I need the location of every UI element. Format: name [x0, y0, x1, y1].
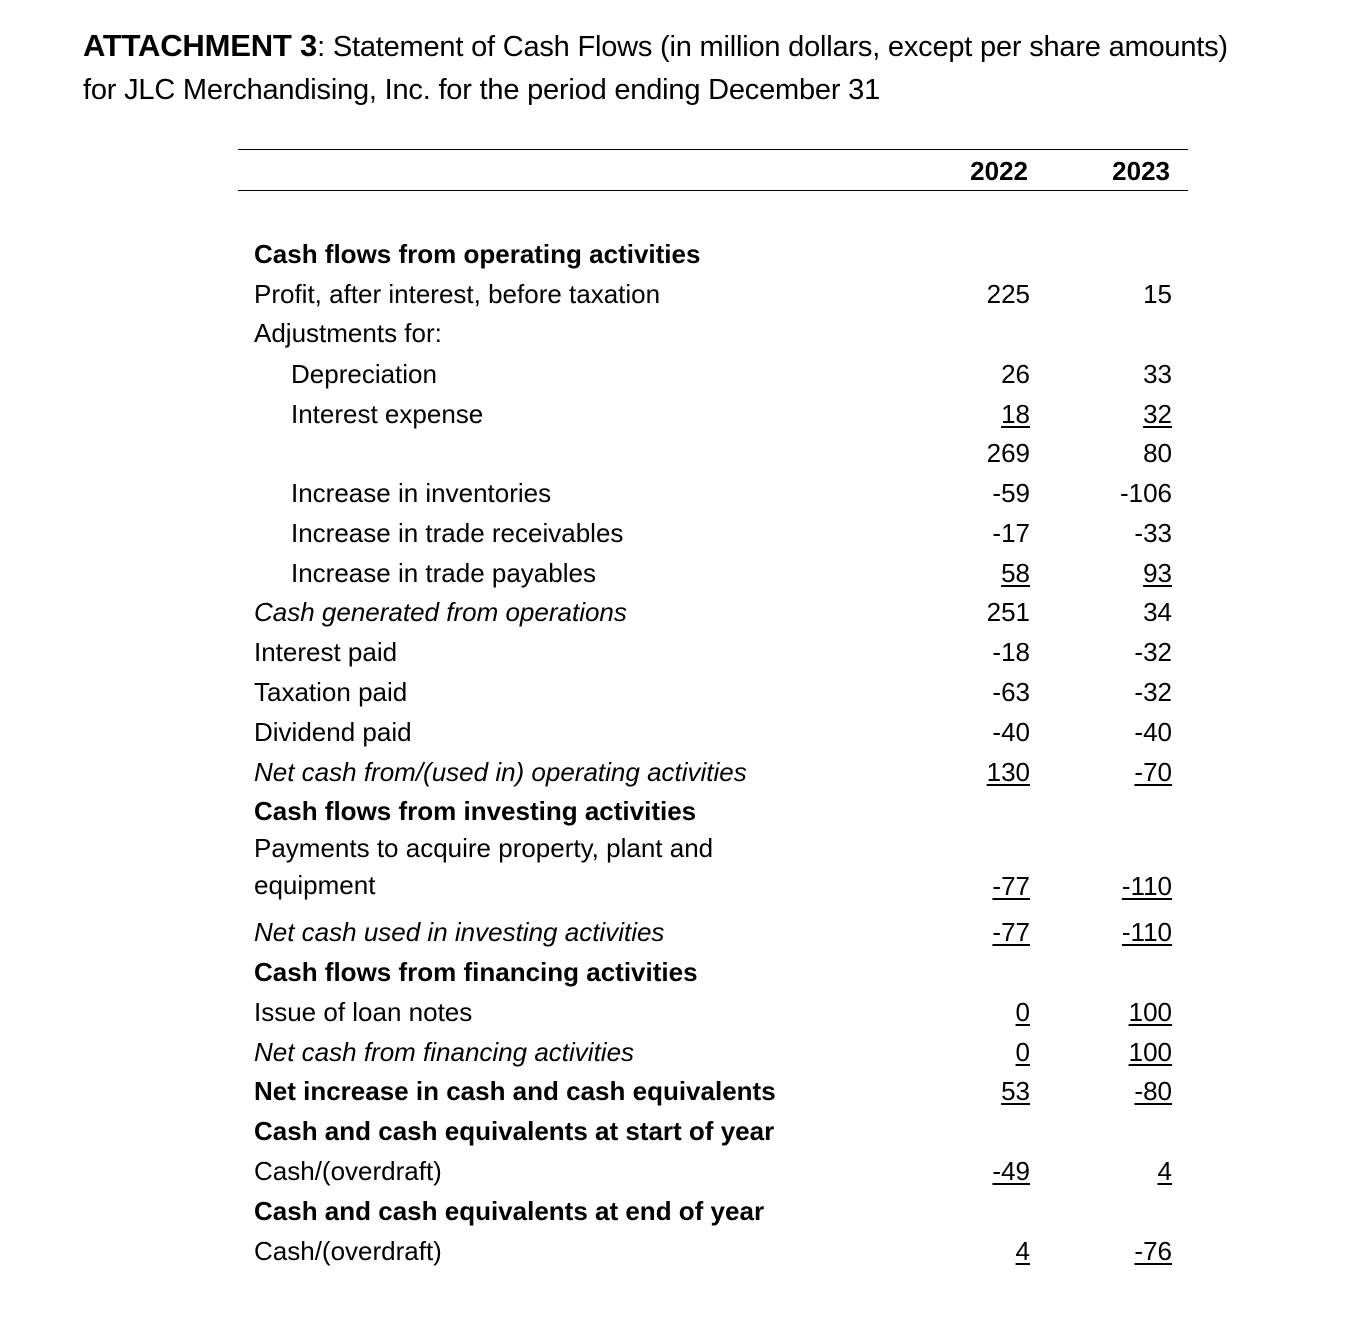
row-label: Net increase in cash and cash equivalents: [254, 1076, 776, 1106]
table-top-rule: [238, 149, 1188, 150]
row-label: Cash flows from operating activities: [254, 239, 701, 269]
value-2022: -40: [992, 717, 1030, 747]
row-label-line2: equipment: [254, 870, 376, 900]
row-label: Net cash used in investing activities: [254, 917, 665, 947]
table-row: [0, 593, 1362, 633]
row-label-line1: Payments to acquire property, plant and: [254, 833, 714, 863]
value-2022: -49: [992, 1156, 1030, 1186]
row-label: Net cash from financing activities: [254, 1037, 635, 1067]
table-row: [0, 1112, 1362, 1152]
header-bottom-rule: [238, 190, 1188, 191]
table-row: [0, 673, 1362, 713]
value-2022: 225: [986, 279, 1030, 309]
table-row: [0, 314, 1362, 354]
value-2022: -59: [992, 478, 1030, 508]
table-row: [0, 434, 1362, 474]
row-label: Issue of loan notes: [254, 997, 473, 1027]
table-row: [0, 993, 1362, 1033]
table-row: [0, 474, 1362, 514]
row-label: Cash/(overdraft): [254, 1236, 442, 1266]
value-2022: -77: [992, 917, 1030, 947]
table-row: [0, 275, 1362, 315]
value-2022: -77: [992, 871, 1030, 901]
row-label: Profit, after interest, before taxation: [254, 279, 661, 309]
value-2022: 0: [1015, 1037, 1030, 1067]
value-2022: -63: [992, 677, 1030, 707]
table-row: [0, 514, 1362, 554]
table-row: [0, 235, 1362, 275]
value-2023: -76: [1134, 1236, 1172, 1266]
table-row: [0, 830, 1362, 910]
row-label: Net cash from/(used in) operating activities: [254, 757, 747, 787]
value-2023: -70: [1134, 757, 1172, 787]
value-2022: 0: [1015, 997, 1030, 1027]
row-label: Dividend paid: [254, 717, 412, 747]
attachment-label: ATTACHMENT 3: [83, 28, 318, 63]
title-line2: for JLC Merchandising, Inc. for the period ending December 31: [83, 74, 881, 106]
value-2022: 26: [1001, 359, 1030, 389]
table-row: [0, 1232, 1362, 1272]
row-label: Interest expense: [291, 399, 484, 429]
value-2023: 100: [1128, 997, 1172, 1027]
table-row: [0, 792, 1362, 832]
value-2023: 15: [1143, 279, 1172, 309]
value-2022: -18: [992, 637, 1030, 667]
column-header-2022: 2022: [970, 156, 1028, 186]
row-label: Adjustments for:: [254, 318, 442, 348]
table-row: [0, 1033, 1362, 1073]
table-row: [0, 753, 1362, 793]
value-2023: -40: [1134, 717, 1172, 747]
row-label: Cash/(overdraft): [254, 1156, 442, 1186]
subtotal-2022: 269: [986, 438, 1030, 468]
table-row: [0, 713, 1362, 753]
value-2022: 130: [986, 757, 1030, 787]
row-label: Depreciation: [291, 359, 437, 389]
title-line1: : Statement of Cash Flows (in million dollars, except per share amounts): [317, 31, 1228, 63]
value-2023: -110: [1121, 917, 1172, 947]
table-row: [0, 1152, 1362, 1192]
value-2022: 4: [1015, 1236, 1030, 1266]
value-2023: 33: [1143, 359, 1172, 389]
value-2023: 93: [1143, 558, 1172, 588]
row-label: Increase in trade receivables: [291, 518, 624, 548]
table-row: [0, 355, 1362, 395]
value-2023: -32: [1134, 637, 1172, 667]
value-2023: 4: [1157, 1156, 1172, 1186]
table-row: [0, 953, 1362, 993]
value-2022: 53: [1001, 1076, 1030, 1106]
row-label: Cash and cash equivalents at start of year: [254, 1116, 775, 1146]
row-label: Cash flows from investing activities: [254, 796, 697, 826]
document-title: [83, 24, 1343, 112]
value-2023: -80: [1134, 1076, 1172, 1106]
row-label: Increase in inventories: [291, 478, 552, 508]
row-label: Cash and cash equivalents at end of year: [254, 1196, 765, 1226]
table-row: [0, 1072, 1362, 1112]
row-label: Cash flows from financing activities: [254, 957, 698, 987]
value-2023: 100: [1128, 1037, 1172, 1067]
table-row: [0, 633, 1362, 673]
row-label: Increase in trade payables: [291, 558, 596, 588]
value-2023: -110: [1121, 871, 1172, 901]
row-label: Cash generated from operations: [254, 597, 627, 627]
value-2022: -17: [992, 518, 1030, 548]
value-2023: 32: [1143, 399, 1172, 429]
value-2022: 251: [986, 597, 1030, 627]
value-2023: -32: [1134, 677, 1172, 707]
table-row: [0, 1192, 1362, 1232]
table-row: [0, 554, 1362, 594]
row-label: Interest paid: [254, 637, 398, 667]
value-2023: -33: [1134, 518, 1172, 548]
column-header-2023: 2023: [1112, 156, 1170, 186]
table-row: [0, 395, 1362, 435]
value-2023: -106: [1119, 478, 1172, 508]
subtotal-2023: 80: [1143, 438, 1172, 468]
value-2022: 18: [1001, 399, 1030, 429]
row-label: Taxation paid: [254, 677, 408, 707]
value-2023: 34: [1143, 597, 1172, 627]
value-2022: 58: [1001, 558, 1030, 588]
row-label: [254, 830, 713, 904]
table-row: [0, 913, 1362, 953]
